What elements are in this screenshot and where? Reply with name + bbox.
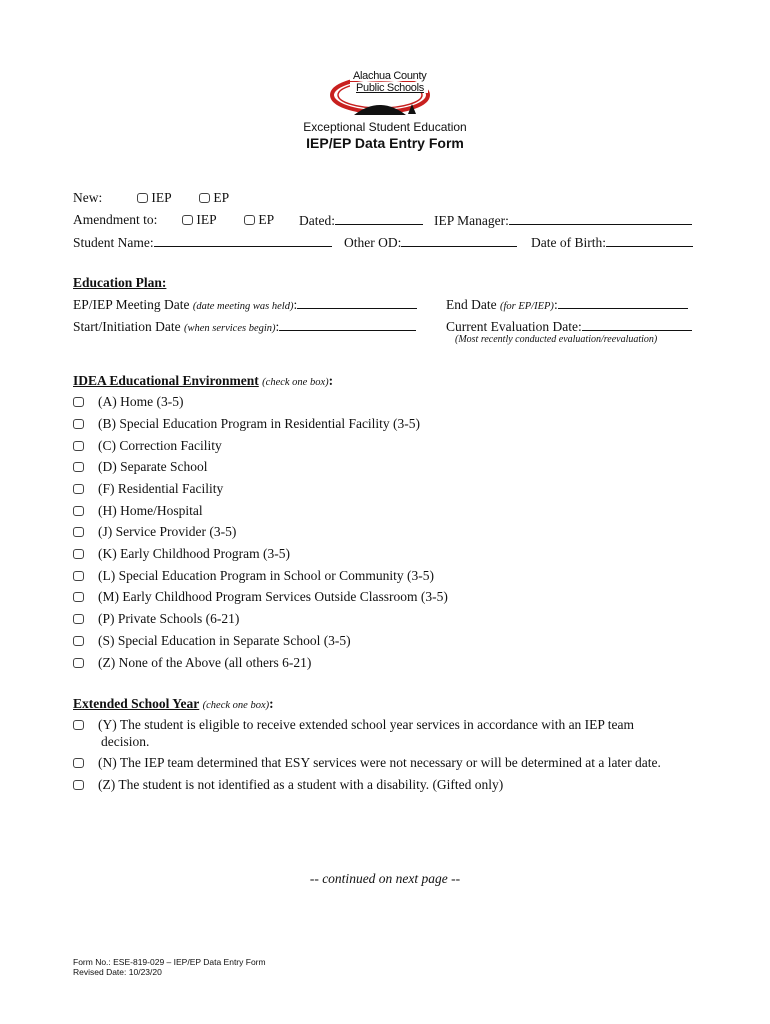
idea-heading-note: (check one box) [262,377,329,388]
idea-option-label: (M) Early Childhood Program Services Outside Classroom (3-5) [98,589,448,604]
esy-option[interactable] [73,777,503,793]
new-iep-option[interactable] [137,190,172,206]
idea-checkbox[interactable] [73,549,84,559]
end-date-line[interactable] [558,296,688,309]
idea-checkbox[interactable] [73,419,84,429]
dob-label: Date of Birth: [531,235,606,250]
idea-heading-text: IDEA Educational Environment [73,373,259,388]
esy-checkbox[interactable] [73,720,84,730]
footer-revised-date: Revised Date: 10/23/20 [73,967,162,977]
idea-option-label: (P) Private Schools (6-21) [98,611,240,626]
new-label: New: [73,190,103,205]
idea-option[interactable] [73,655,311,671]
esy-option[interactable] [73,755,661,771]
idea-option[interactable] [73,546,290,562]
idea-option-label: (K) Early Childhood Program (3-5) [98,546,290,561]
amend-iep-option[interactable] [182,212,217,228]
student-name-label: Student Name: [73,235,154,250]
dated-line[interactable] [335,212,423,225]
idea-option[interactable] [73,589,448,605]
idea-checkbox[interactable] [73,484,84,494]
idea-option[interactable] [73,481,223,497]
idea-option[interactable] [73,611,239,627]
idea-checkbox[interactable] [73,658,84,668]
esy-option-label: (N) The IEP team determined that ESY services were not necessary or will be determined at a later date. [98,755,661,770]
idea-checkbox[interactable] [73,397,84,407]
idea-option-label: (L) Special Education Program in School or Community (3-5) [98,568,434,583]
other-od-field[interactable] [344,234,517,251]
other-od-label: Other OD: [344,235,402,250]
idea-option[interactable] [73,394,183,410]
idea-checkbox[interactable] [73,506,84,516]
student-name-field[interactable] [73,234,332,251]
start-date-note: (when services begin) [183,323,276,334]
start-date-field[interactable]: Start/Initiation Date (when services begin): [73,318,416,335]
meeting-date-line[interactable] [297,296,417,309]
esy-heading-text: Extended School Year [73,696,200,711]
meeting-date-label: EP/IEP Meeting Date [73,297,190,312]
idea-option-label: (H) Home/Hospital [98,503,203,518]
idea-option-label: (S) Special Education in Separate School (3-5) [98,633,351,648]
idea-option[interactable] [73,524,236,540]
esy-heading-note: (check one box) [202,700,270,711]
continued-note: -- continued on next page -- [309,871,461,886]
amend-ep-label: EP [258,212,275,227]
new-ep-option[interactable] [199,190,229,206]
iep-manager-line[interactable] [509,212,692,225]
page-title: IEP/EP Data Entry Form [306,135,464,151]
esy-checkbox[interactable] [73,780,84,790]
start-date-label: Start/Initiation Date [73,319,181,334]
eval-date-label: Current Evaluation Date: [446,319,582,334]
idea-option[interactable] [73,438,222,454]
logo-line-1: Alachua County [353,70,427,82]
iep-manager-field[interactable] [434,212,692,229]
esy-option[interactable] [73,717,634,733]
esy-heading: Extended School Year (check one box): [73,696,274,711]
eval-date-field[interactable] [446,318,692,335]
dated-label: Dated: [299,213,335,228]
idea-checkbox[interactable] [73,571,84,581]
education-plan-heading: Education Plan: [73,275,167,290]
eval-date-line[interactable] [582,318,692,331]
idea-option[interactable] [73,459,207,475]
amend-ep-option[interactable] [244,212,274,228]
dated-field[interactable] [299,212,423,229]
new-iep-checkbox[interactable] [137,193,148,203]
idea-checkbox[interactable] [73,614,84,624]
idea-checkbox[interactable] [73,527,84,537]
new-iep-label: IEP [151,190,172,205]
idea-checkbox[interactable] [73,441,84,451]
end-date-note: (for EP/IEP) [499,301,554,312]
idea-checkbox[interactable] [73,636,84,646]
idea-option-label: (F) Residential Facility [98,481,224,496]
idea-option[interactable] [73,503,203,519]
idea-heading: IDEA Educational Environment (check one box): [73,373,334,388]
eval-note: (Most recently conducted evaluation/reevaluation) [455,334,658,345]
esy-option-label: (Z) The student is not identified as a student with a disability. (Gifted only) [98,777,504,792]
new-ep-label: EP [213,190,230,205]
meeting-date-note: (date meeting was held) [192,301,294,312]
idea-checkbox[interactable] [73,462,84,472]
logo-line-2: Public Schools [356,82,424,94]
esy-option-label: (Y) The student is eligible to receive extended school year services in accordance with an IEP team [98,717,635,732]
idea-option-label: (C) Correction Facility [98,438,222,453]
department-title: Exceptional Student Education [303,120,467,134]
idea-option-label: (A) Home (3-5) [98,394,184,409]
amend-iep-checkbox[interactable] [182,215,193,225]
new-ep-checkbox[interactable] [199,193,210,203]
amend-iep-label: IEP [196,212,217,227]
footer-form-number: Form No.: ESE-819-029 – IEP/EP Data Entry Form [73,957,266,967]
amend-ep-checkbox[interactable] [244,215,255,225]
esy-checkbox[interactable] [73,758,84,768]
dob-line[interactable] [606,234,693,247]
amendment-label: Amendment to: [73,212,158,227]
esy-option-y-continuation: decision. [101,734,150,749]
student-name-line[interactable] [154,234,332,247]
idea-option[interactable] [73,568,434,584]
other-od-line[interactable] [401,234,517,247]
meeting-date-field[interactable]: EP/IEP Meeting Date (date meeting was held): [73,296,417,313]
idea-option-label: (J) Service Provider (3-5) [98,524,237,539]
idea-option[interactable] [73,416,420,432]
end-date-field[interactable]: End Date (for EP/IEP): [446,296,688,313]
idea-option-label: (D) Separate School [98,459,208,474]
idea-option[interactable] [73,633,351,649]
idea-option-label: (Z) None of the Above (all others 6-21) [98,655,312,670]
start-date-line[interactable] [279,318,416,331]
dob-field[interactable] [531,234,693,251]
iep-manager-label: IEP Manager: [434,213,509,228]
end-date-label: End Date [446,297,497,312]
idea-option-label: (B) Special Education Program in Residential Facility (3-5) [98,416,421,431]
idea-checkbox[interactable] [73,592,84,602]
